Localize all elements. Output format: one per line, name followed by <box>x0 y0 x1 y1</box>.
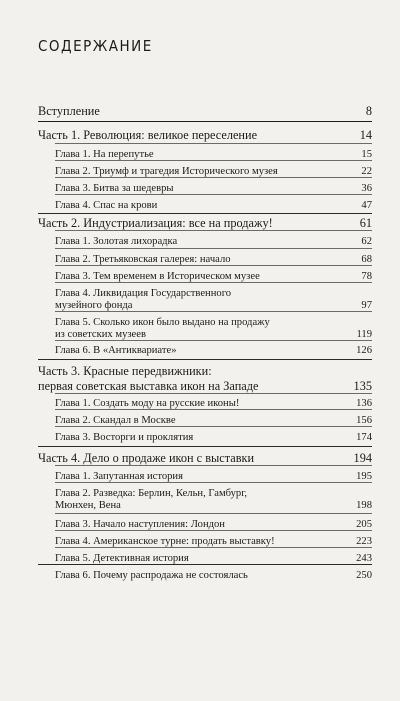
toc-part-1-chapter-4-page-number: 47 <box>361 200 372 211</box>
toc-separator <box>55 547 372 548</box>
toc-part-4-chapter-6-label: Глава 6. Почему распродажа не состоялась <box>55 570 248 581</box>
toc-part-2-chapter-4-label-cont: музейного фонда <box>55 300 133 311</box>
toc-separator <box>55 230 372 231</box>
toc-part-4-chapter-4-page-number: 223 <box>356 536 372 547</box>
toc-part-3-chapter-3-page-number: 174 <box>356 432 372 443</box>
toc-part-1-chapter-4-label: Глава 4. Спас на крови <box>55 200 158 211</box>
toc-part-4-chapter-6-page-number: 250 <box>356 570 372 581</box>
toc-part-1-page-number: 14 <box>359 128 372 142</box>
toc-intro-label: Вступление <box>38 104 100 118</box>
toc-part-2-chapter-4-page-number: 97 <box>361 300 372 311</box>
toc-separator <box>55 194 372 195</box>
toc-part-4-chapter-4-label: Глава 4. Американское турне: продать выставку! <box>55 536 275 547</box>
toc-part-2-chapter-2-page-number: 68 <box>361 254 372 265</box>
toc-part-4-chapter-2-label: Глава 2. Разведка: Берлин, Кельн, Гамбург, <box>55 488 248 499</box>
page-title: СОДЕРЖАНИЕ <box>38 37 153 55</box>
toc-separator <box>55 160 372 161</box>
toc-intro-page-number: 8 <box>365 104 372 118</box>
toc-separator <box>55 393 372 394</box>
toc-part-4-chapter-1-page-number: 195 <box>356 471 372 482</box>
toc-part-4-chapter-2-label-cont: Мюнхен, Вена <box>55 500 121 511</box>
toc-part-1-chapter-1-label: Глава 1. На перепутье <box>55 149 154 160</box>
toc-separator <box>55 282 372 283</box>
toc-part-2-chapter-4-label: Глава 4. Ликвидация Государственного <box>55 288 232 299</box>
toc-part-3-page-number: 135 <box>353 379 372 393</box>
toc-part-2-chapter-3-page-number: 78 <box>361 271 372 282</box>
toc-part-2-chapter-1-page-number: 62 <box>361 236 372 247</box>
toc-part-4-chapter-3-page-number: 205 <box>356 519 372 530</box>
toc-part-3-chapter-1-page-number: 136 <box>356 398 372 409</box>
toc-part-4-chapter-2-page-number: 198 <box>356 500 372 511</box>
toc-part-3-chapter-1-label: Глава 1. Создать моду на русские иконы! <box>55 398 240 409</box>
toc-part-2-chapter-6-label: Глава 6. В «Антиквариате» <box>55 345 177 356</box>
toc-part-1-chapter-1-page-number: 15 <box>361 149 372 160</box>
toc-separator <box>55 340 372 341</box>
toc-part-4-chapter-1-label: Глава 1. Запутанная история <box>55 471 183 482</box>
toc-part-1-chapter-2-label: Глава 2. Триумф и трагедия Исторического музея <box>55 166 278 177</box>
toc-part-4-chapter-5-page-number: 243 <box>356 553 372 564</box>
toc-part-1-chapter-2-page-number: 22 <box>361 166 372 177</box>
toc-part-4-label: Часть 4. Дело о продаже икон с выставки <box>38 451 255 465</box>
toc-part-3-chapter-2-label: Глава 2. Скандал в Москве <box>55 415 176 426</box>
toc-separator <box>55 513 372 514</box>
toc-part-1-chapter-3-label: Глава 3. Битва за шедевры <box>55 183 174 194</box>
toc-part-3-chapter-2-page-number: 156 <box>356 415 372 426</box>
toc-part-3-chapter-3-label: Глава 3. Восторги и проклятия <box>55 432 194 443</box>
toc-separator <box>55 265 372 266</box>
toc-separator <box>55 143 372 144</box>
toc-part-2-chapter-5-label-cont: из советских музеев <box>55 329 146 340</box>
toc-part-2-page-number: 61 <box>359 216 372 230</box>
toc-separator <box>55 530 372 531</box>
toc-separator <box>55 426 372 427</box>
toc-separator <box>38 564 372 565</box>
toc-part-2-chapter-6-page-number: 126 <box>356 345 372 356</box>
toc-part-2-label: Часть 2. Индустриализация: все на продажу! <box>38 216 273 230</box>
toc-part-1-label: Часть 1. Революция: великое переселение <box>38 128 258 142</box>
toc-part-2-chapter-1-label: Глава 1. Золотая лихорадка <box>55 236 178 247</box>
toc-separator <box>55 177 372 178</box>
toc-part-2-chapter-2-label: Глава 2. Третьяковская галерея: начало <box>55 254 231 265</box>
toc-separator <box>55 409 372 410</box>
toc-part-2-chapter-5-page-number: 119 <box>356 329 372 340</box>
toc-part-4-page-number: 194 <box>353 451 372 465</box>
toc-separator <box>55 482 372 483</box>
toc-separator <box>55 311 372 312</box>
toc-separator <box>38 213 372 214</box>
toc-part-2-chapter-5-label: Глава 5. Сколько икон было выдано на продажу <box>55 317 270 328</box>
toc-part-4-chapter-3-label: Глава 3. Начало наступления: Лондон <box>55 519 225 530</box>
toc-separator <box>55 248 372 249</box>
toc-separator <box>55 465 372 466</box>
toc-separator <box>38 446 372 447</box>
toc-separator <box>38 121 372 122</box>
toc-part-3-label-cont: первая советская выставка икон на Западе <box>38 379 259 393</box>
toc-part-2-chapter-3-label: Глава 3. Тем временем в Историческом музее <box>55 271 260 282</box>
toc-part-4-chapter-5-label: Глава 5. Детективная история <box>55 553 189 564</box>
toc-part-1-chapter-3-page-number: 36 <box>361 183 372 194</box>
toc-separator <box>38 359 372 360</box>
toc-part-3-label: Часть 3. Красные передвижники: <box>38 364 212 378</box>
